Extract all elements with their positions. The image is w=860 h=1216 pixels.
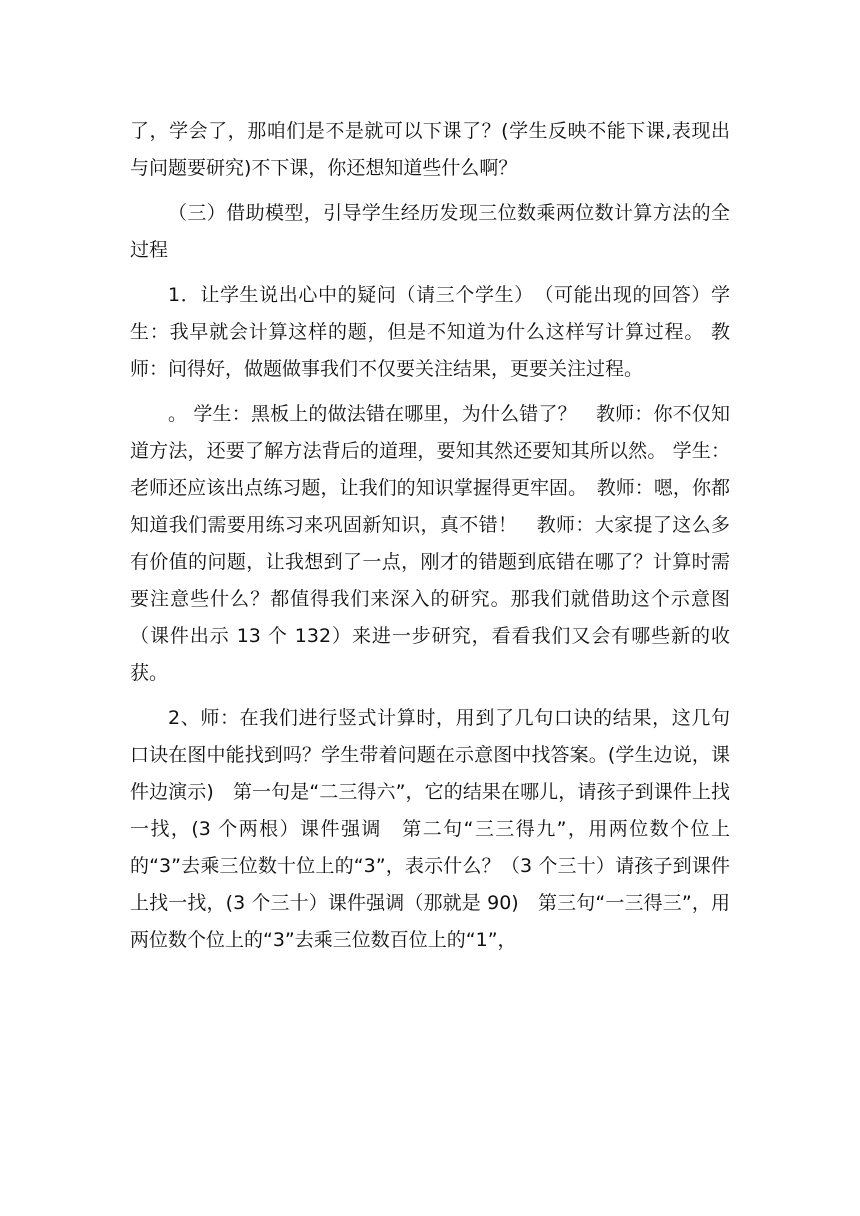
section-heading-3: （三）借助模型，引导学生经历发现三位数乘两位数计算方法的全过程 [130, 202, 730, 261]
paragraph-questions: 1．让学生说出心中的疑问（请三个学生） （可能出现的回答）学生：我早就会计算这样的题，但是不知道为什么这样写计算过程。 教师：问得好，做题做事我们不仅要关注结果，更要关注过程。 [130, 284, 730, 380]
paragraph-continuation: 了，学会了，那咱们是不是就可以下课了？(学生反映不能下课,表现出与问题要研究)不下课，你还想知道些什么啊？ [130, 120, 730, 179]
paragraph-teacher-step-2: 2、师：在我们进行竖式计算时，用到了几句口诀的结果，这几句口诀在图中能找到吗？学生带着问题在示意图中找答案。(学生边说，课件边演示) 第一句是“二三得六”，它的结果在哪儿，请孩子到课件上找一找，(3 个两根）课件强调 第二句“三三得九”，用两位数个位上的“3”去乘三位数十位上的“3”，表示什么？（3 个三十）请孩子到课件上找一找，(3 个三十）课件强调（那就是 90) 第三句“一三得三”，用两位数个位上的“3”去乘三位数百位上的“1”， [130, 707, 730, 951]
document-body [130, 113, 730, 967]
paragraph-dialogue: 。 学生：黑板上的做法错在哪里，为什么错了？ 教师：你不仅知道方法，还要了解方法背后的道理，要知其然还要知其所以然。 学生：老师还应该出点练习题，让我们的知识掌握得更牢固。 教师：嗯，你都知道我们需要用练习来巩固新知识，真不错！ 教师：大家提了这么多有价值的问题，让我想到了一点，刚才的错题到底错在哪了？计算时需要注意些什么？都值得我们来深入的研究。那我们就借助这个示意图（课件出示 13 个 132）来进一步研究，看看我们又会有哪些新的收获。 [130, 403, 730, 684]
